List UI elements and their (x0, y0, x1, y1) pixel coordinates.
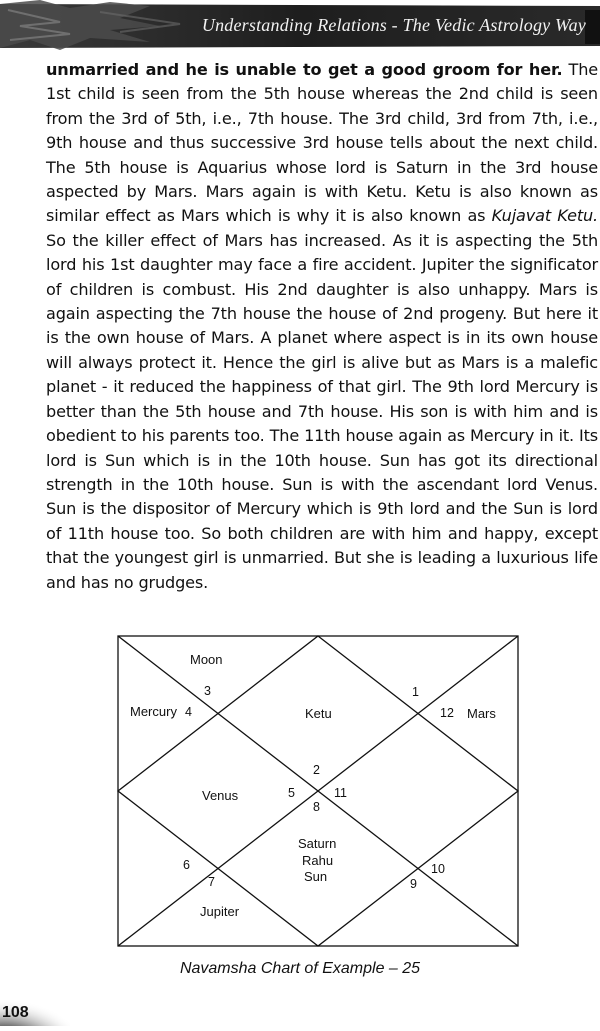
planet-moon: Moon (190, 652, 223, 667)
planet-jupiter: Jupiter (200, 904, 240, 919)
paragraph-text-part-2: So the killer effect of Mars has increased. As it is aspecting the 5th lord his 1st daughter may face a fire accident. Jupiter the significator of children is combust. His 2nd daughter is also unhappy. Mars is again aspecting the 7th house the house of 2nd progeny. But here it is the own house of Mars. A planet where aspect is in its own house will always protect it. Hence the girl is alive but as Mars is a malefic planet - it reduced the happiness of that girl. The 9th lord Mercury is better than the 5th house and 7th house. His son is with him and is obedient to his parents too. The 11th house again as Mercury in it. Its lord is Sun which is in the 10th house. Sun has got its directional strength in the 10th house. Sun is with the ascendant lord Venus. Sun is the dispositor of Mercury which is 9th lord and the Sun is lord of 11th house too. So both children are with him and happy, except that the youngest girl is unmarried. But she is leading a luxurious life and has no grudges. (46, 230, 598, 592)
planet-saturn: Saturn (298, 836, 337, 851)
house-number-9: 9 (410, 877, 417, 891)
navamsha-chart (118, 636, 518, 946)
running-header-title: Understanding Relations - The Vedic Astrology Way (201, 15, 586, 35)
house-number-1: 1 (412, 685, 419, 699)
house-number-5: 5 (288, 786, 295, 800)
paragraph-text-part-1: The 1st child is seen from the 5th house whereas the 2nd child is seen from the 3rd of 5th, i.e., 7th house. The 3rd child, 3rd from 7th, i.e., 9th house and thus successive 3rd house tells about the next child. The 5th house is Aquarius whose lord is Saturn in the 3rd house aspected by Mars. Mars again is with Ketu. Ketu is also known as similar effect as Mars which is why it is also known as (46, 60, 599, 226)
chart-grid-lines (118, 636, 518, 946)
house-number-10: 10 (431, 862, 445, 876)
page-header-banner (0, 0, 600, 52)
italic-term: Kujavat Ketu. (491, 206, 598, 226)
house-number-8: 8 (313, 800, 320, 814)
house-number-6: 6 (183, 858, 190, 872)
planet-mars: Mars (467, 706, 496, 721)
house-number-4: 4 (185, 705, 192, 719)
house-number-12: 12 (440, 706, 454, 720)
page-number: 108 (2, 1004, 29, 1021)
planet-rahu: Rahu (302, 853, 334, 868)
body-paragraph (46, 58, 598, 595)
planet-sun: Sun (304, 869, 328, 884)
planet-venus: Venus (202, 788, 239, 803)
house-number-11: 11 (334, 786, 347, 800)
house-number-2: 2 (313, 763, 320, 777)
chart-caption: Navamsha Chart of Example – 25 (179, 960, 421, 977)
house-number-7: 7 (208, 875, 215, 889)
page-number-tab (0, 990, 70, 1026)
house-number-3: 3 (204, 684, 211, 698)
planet-mercury: Mercury (130, 704, 177, 719)
lead-sentence: unmarried and he is unable to get a good groom for her. (46, 60, 563, 79)
planet-ketu: Ketu (305, 706, 332, 721)
